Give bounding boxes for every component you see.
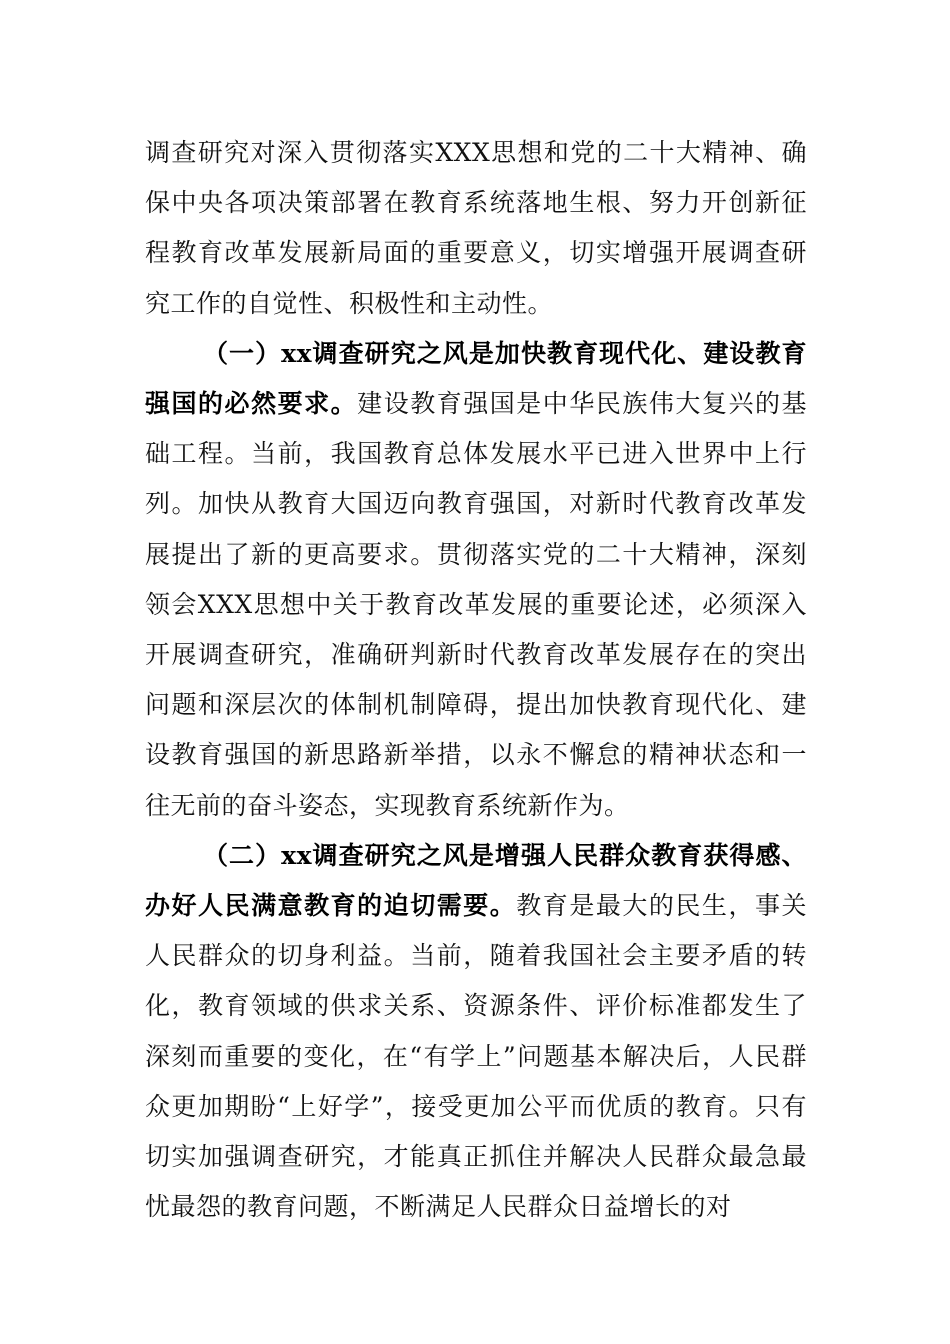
paragraph-text: 建设教育强国是中华民族伟大复兴的基础工程。当前，我国教育总体发展水平已进入世界中上行列。加快从教育大国迈向教育强国，对新时代教育改革发展提出了新的更高要求。贯彻落实党的二十大精神，深刻领会XXX思想中关于教育改革发展的重要论述，必须深入开展调查研究，准确研判新时代教育改革发展存在的突出问题和深层次的体制机制障碍，提出加快教育现代化、建设教育强国的新思路新举措，以永不懈怠的精神状态和一往无前的奋斗姿态，实现教育系统新作为。 — [145, 389, 807, 820]
paragraph-text: 调查研究对深入贯彻落实XXX思想和党的二十大精神、确保中央各项决策部署在教育系统落地生根、努力开创新征程教育改革发展新局面的重要意义，切实增强开展调查研究工作的自觉性、积极性和主动性。 — [145, 138, 807, 318]
paragraph-section-1 — [145, 329, 807, 831]
paragraph-text: 教育是最大的民生，事关人民群众的切身利益。当前，随着我国社会主要矛盾的转化，教育领域的供求关系、资源条件、评价标准都发生了深刻而重要的变化，在“有学上”问题基本解决后，人民群众更加期盼“上好学”，接受更加公平而优质的教育。只有切实加强调查研究，才能真正抓住并解决人民群众最急最忧最怨的教育问题，不断满足人民群众日益增长的对 — [145, 891, 807, 1222]
section-heading: （二）xx调查研究之风是增强人民群众教育获得感、办好人民满意教育的迫切需要。 — [145, 840, 807, 921]
paragraph-intro — [145, 128, 807, 329]
paragraph-section-2 — [145, 831, 807, 1233]
section-heading: （一）xx调查研究之风是加快教育现代化、建设教育强国的必然要求。 — [145, 338, 807, 419]
document-body — [145, 128, 807, 1232]
